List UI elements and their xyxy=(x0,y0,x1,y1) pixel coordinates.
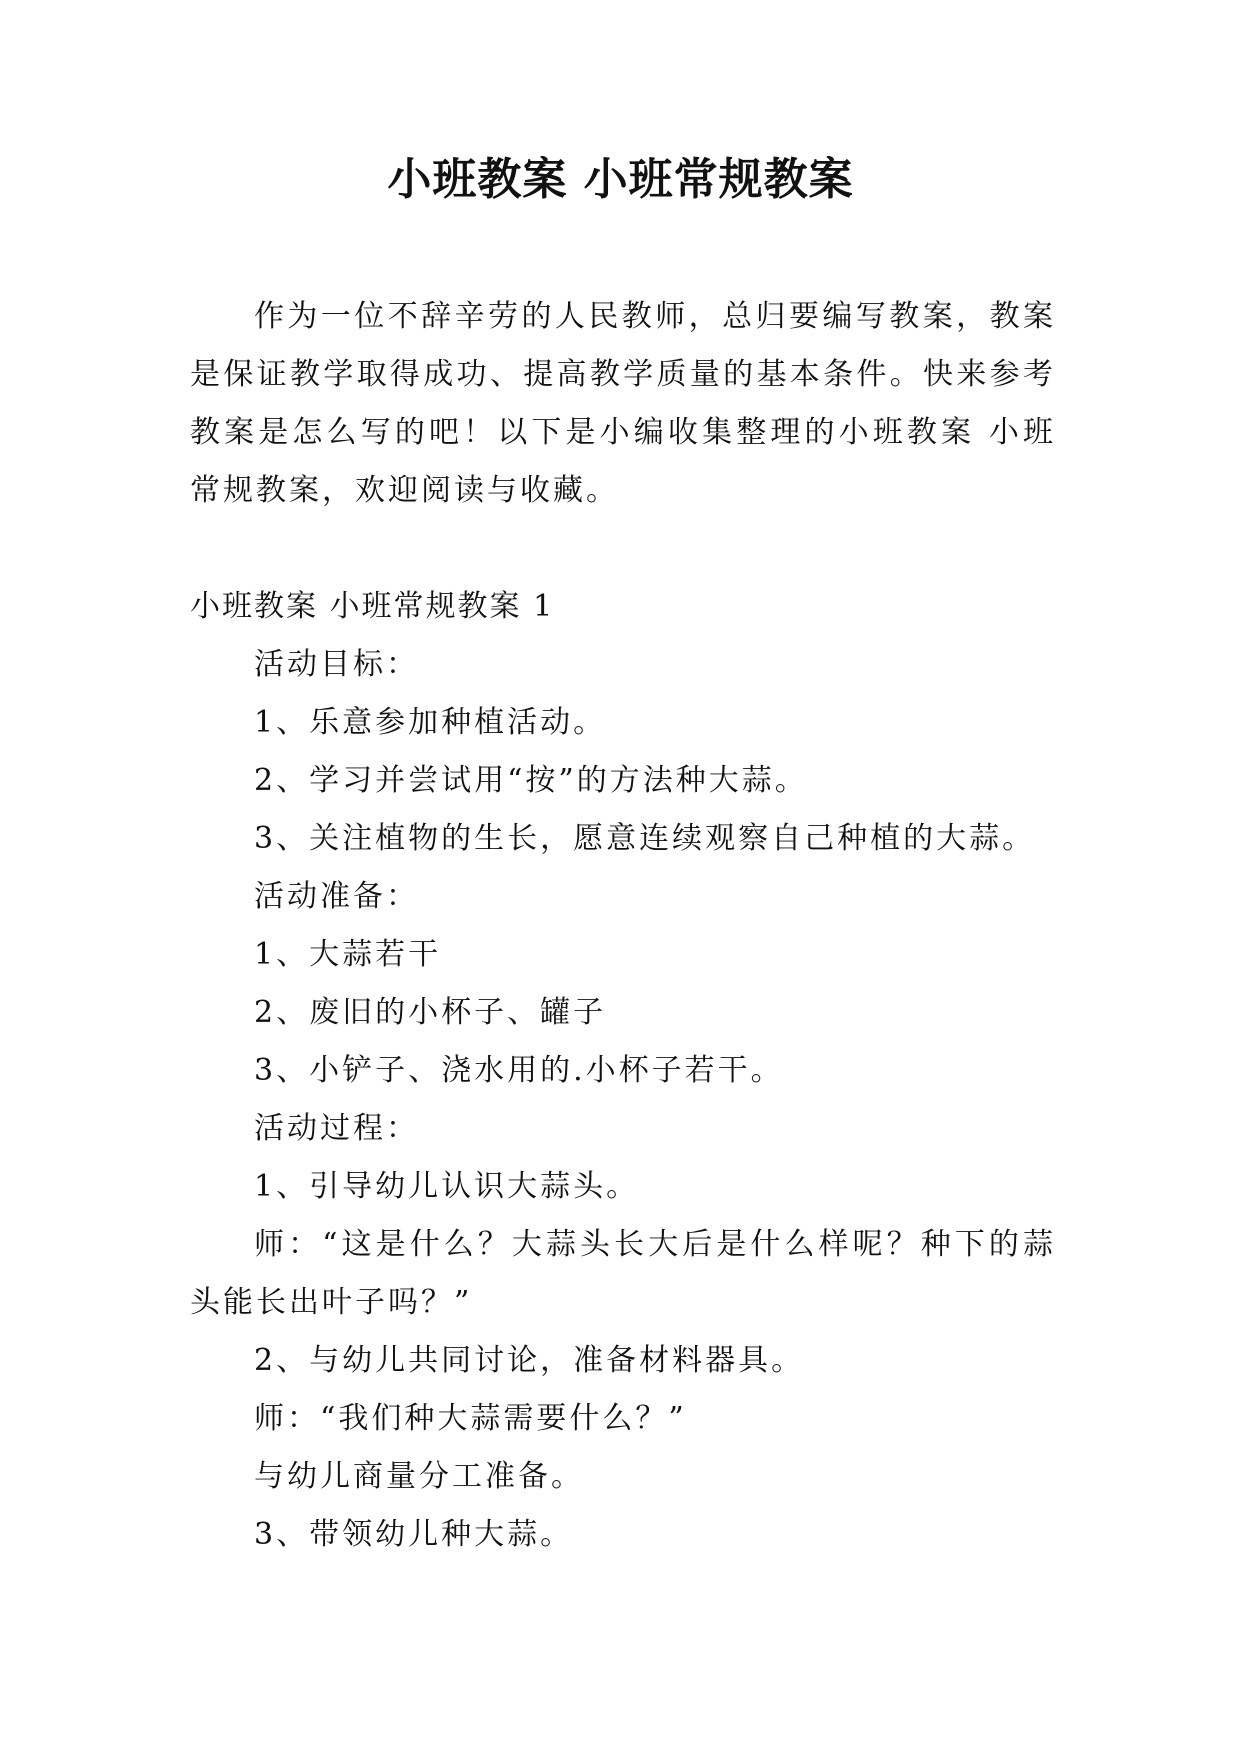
paragraph-preparation-2: 2、废旧的小杯子、罐子 xyxy=(254,995,607,1030)
document-title: 小班教案 小班常规教案 xyxy=(387,154,854,205)
paragraph-goal-3: 3、关注植物的生长，愿意连续观察自己种植的大蒜。 xyxy=(254,821,1036,856)
paragraph-process-heading: 活动过程： xyxy=(254,1111,419,1146)
paragraph-goal-2: 2、学习并尝试用“按”的方法种大蒜。 xyxy=(254,763,808,798)
section-heading: 小班教案 小班常规教案 1 xyxy=(190,589,555,624)
paragraph-process-1: 1、引导幼儿认识大蒜头。 xyxy=(254,1169,640,1204)
paragraph-teacher-question-2: 师：“我们种大蒜需要什么？” xyxy=(254,1401,687,1436)
paragraph-teacher-question-1: 师：“这是什么？大蒜头长大后是什么样呢？种下的蒜头能长出叶子吗？” xyxy=(190,1227,1056,1320)
lesson-content xyxy=(190,636,1056,1564)
paragraph-goal-1: 1、乐意参加种植活动。 xyxy=(254,705,607,740)
intro-paragraph: 作为一位不辞辛劳的人民教师，总归要编写教案，教案是保证教学取得成功、提高教学质量的基本条件。快来参考教案是怎么写的吧！以下是小编收集整理的小班教案 小班常规教案，欢迎阅读与收藏。 xyxy=(190,299,1056,508)
paragraph-preparation-3: 3、小铲子、浇水用的.小杯子若干。 xyxy=(254,1053,784,1088)
paragraph-process-2: 2、与幼儿共同讨论，准备材料器具。 xyxy=(254,1343,805,1378)
paragraph-preparation-heading: 活动准备： xyxy=(254,879,419,914)
paragraph-preparation-1: 1、大蒜若干 xyxy=(254,937,442,972)
paragraph-group-preparation: 与幼儿商量分工准备。 xyxy=(254,1459,584,1494)
paragraph-activity-goals-heading: 活动目标： xyxy=(254,647,419,682)
paragraph-process-3: 3、带领幼儿种大蒜。 xyxy=(254,1517,574,1552)
